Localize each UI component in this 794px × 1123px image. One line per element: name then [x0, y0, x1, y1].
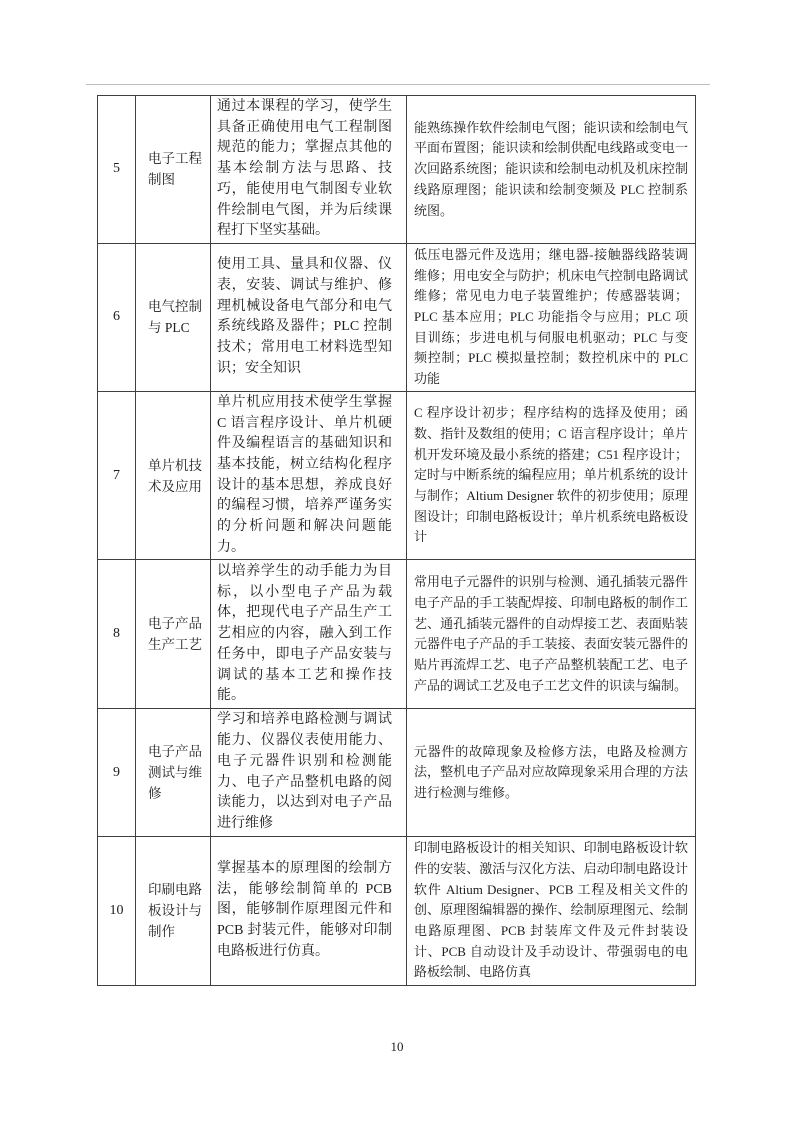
course-description-cell: 通过本课程的学习，使学生具备正确使用电气工程制图规范的能力；掌握点其他的基本绘制方法与思路、技巧，能使用电气制图专业软件绘制电气图，并为后续课程打下坚实基础。: [211, 96, 407, 244]
row-number-cell: 8: [98, 560, 136, 709]
table-row: [98, 391, 696, 560]
course-outcomes-cell: 元器件的故障现象及检修方法，电路及检测方法，整机电子产品对应故障现象采用合理的方法进行检测与维修。: [407, 709, 696, 836]
course-description-cell: 使用工具、量具和仪器、仪表，安装、调试与维护、修理机械设备电气部分和电气系统线路及器件；PLC 控制技术；常用电工材料选型知识；安全知识: [211, 243, 407, 391]
course-name-cell: 印刷电路板设计与制作: [136, 836, 211, 985]
page-number: 10: [390, 1039, 404, 1054]
table-row: [98, 96, 696, 244]
table-row: [98, 709, 696, 836]
course-outcomes-cell: 印制电路板设计的相关知识、印制电路板设计软件的安装、激活与汉化方法、启动印制电路设计软件 Altium Designer、PCB 工程及相关文件的创、原理图编辑器的操作、绘制原理图元、绘制电路原理图、PCB 封装库文件及元件封装设计、PCB 自动设计及手动设计、带强弱电的电路板绘制、电路仿真: [407, 836, 696, 985]
row-number-cell: 5: [98, 96, 136, 244]
course-name-cell: 电子产品测试与维修: [136, 709, 211, 836]
course-outcomes-cell: 常用电子元器件的识别与检测、通孔插装元器件电子产品的手工装配焊接、印制电路板的制作工艺、通孔插装元器件的自动焊接工艺、表面贴装元器件电子产品的手工装接、表面安装元器件的贴片再流焊工艺、电子产品整机装配工艺、电子产品的调试工艺及电子工艺文件的识读与编制。: [407, 560, 696, 709]
course-description-cell: 单片机应用技术使学生掌握 C 语言程序设计、单片机硬件及编程语言的基础知识和基本技能，树立结构化程序设计的基本思想，养成良好的编程习惯，培养严谨务实的分析问题和解决问题能力。: [211, 391, 407, 560]
course-name-cell: 电气控制与 PLC: [136, 243, 211, 391]
course-name-cell: 电子产品生产工艺: [136, 560, 211, 709]
table-row: [98, 243, 696, 391]
course-description-cell: 以培养学生的动手能力为目标，以小型电子产品为载体，把现代电子产品生产工艺相应的内容，融入到工作任务中，即电子产品安装与调试的基本工艺和操作技能。: [211, 560, 407, 709]
course-outcomes-cell: 低压电器元件及选用；继电器-接触器线路装调维修；用电安全与防护；机床电气控制电路调试维修；常见电力电子装置维护；传感器装调；PLC 基本应用；PLC 功能指令与应用；PLC 项目训练；步进电机与伺服电机驱动；PLC 与变频控制；PLC 模拟量控制；数控机床中的 PLC 功能: [407, 243, 696, 391]
table-continuation-rule: [86, 84, 710, 85]
course-description-cell: 掌握基本的原理图的绘制方法，能够绘制简单的 PCB 图，能够制作原理图元件和 PCB 封装元件，能够对印制电路板进行仿真。: [211, 836, 407, 985]
row-number-cell: 9: [98, 709, 136, 836]
course-name-cell: 电子工程制图: [136, 96, 211, 244]
course-name-cell: 单片机技术及应用: [136, 391, 211, 560]
courses-table: [97, 95, 696, 986]
table-row: [98, 560, 696, 709]
course-description-cell: 学习和培养电路检测与调试能力、仪器仪表使用能力、电子元器件识别和检测能力、电子产品整机电路的阅读能力，以达到对电子产品进行维修: [211, 709, 407, 836]
course-outcomes-cell: C 程序设计初步；程序结构的选择及使用；函数、指针及数组的使用；C 语言程序设计；单片机开发环境及最小系统的搭建；C51 程序设计；定时与中断系统的编程应用；单片机系统的设计与制作；Altium Designer 软件的初步使用；原理图设计；印制电路板设计；单片机系统电路板设计: [407, 391, 696, 560]
row-number-cell: 6: [98, 243, 136, 391]
course-outcomes-cell: 能熟练操作软件绘制电气图；能识读和绘制电气平面布置图；能识读和绘制供配电线路或变电一次回路系统图；能识读和绘制电动机及机床控制线路原理图；能识读和绘制变频及 PLC 控制系统图。: [407, 96, 696, 244]
row-number-cell: 10: [98, 836, 136, 985]
table-row: [98, 836, 696, 985]
row-number-cell: 7: [98, 391, 136, 560]
